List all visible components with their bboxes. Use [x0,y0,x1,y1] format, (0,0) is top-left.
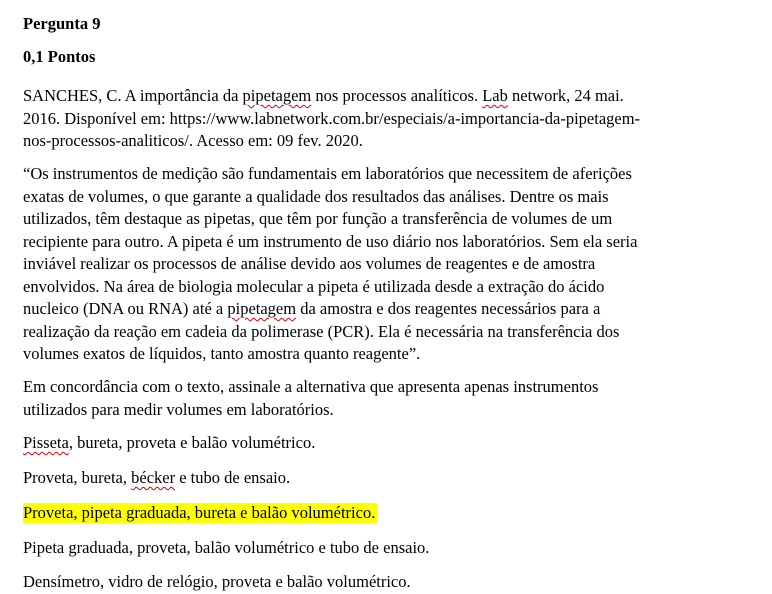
reference-line: 2016. Disponível em: https://www.labnetwork.com.br/especiais/a-importancia-da-pipetagem- [23,108,641,128]
answer-option-5[interactable]: Densímetro, vidro de relógio, proveta e balão volumétrico. [23,572,411,591]
reference-text: SANCHES, C. A importância da [23,86,243,105]
spellcheck-word: bécker [131,468,176,487]
quoted-passage [23,163,723,366]
quote-line: inviável realizar os processos de análise devido aos volumes de reagentes e de amostra [23,254,596,273]
quote-line: recipiente para outro. A pipeta é um instrumento de uso diário nos laboratórios. Sem ela seria [23,231,638,251]
quote-line: “Os instrumentos de medição são fundamentais em laboratórios que necessitem de aferições [23,164,632,183]
spellcheck-word: Lab [482,86,508,105]
spellcheck-word: pipetagem [242,86,312,105]
quote-text: nucleico (DNA ou RNA) até a [23,299,228,318]
quote-line: envolvidos. Na área de biologia molecular a pipeta é utilizada desde a extração do ácido [23,276,605,296]
answer-option-3[interactable] [23,502,377,524]
reference-text: network, 24 mai. [507,86,624,105]
reference-line [23,85,723,108]
quote-line: volumes exatos de líquidos, tanto amostra quanto reagente”. [23,344,421,363]
spellcheck-word: pipetagem [227,299,297,318]
reference-line: nos-processos-analiticos/. Acesso em: 09 fev. 2020. [23,131,363,150]
quote-text: da amostra e dos reagentes necessários para a [296,299,601,318]
prompt-line: Em concordância com o texto, assinale a alternativa que apresenta apenas instrumentos [23,377,599,396]
question-document [23,13,723,591]
question-title: Pergunta 9 [23,14,101,33]
spellcheck-word: Pisseta [23,433,69,452]
option-text: Proveta, bureta, [23,468,132,487]
reference-text: nos processos analíticos. [311,86,483,105]
answer-option-4[interactable]: Pipeta graduada, proveta, balão volumétrico e tubo de ensaio. [23,538,430,557]
question-prompt [23,376,723,421]
reference-citation [23,85,723,153]
prompt-line: utilizados para medir volumes em laboratórios. [23,399,334,419]
answer-option-2[interactable] [23,467,290,489]
question-points: 0,1 Pontos [23,47,96,66]
highlighted-option-text: Proveta, pipeta graduada, bureta e balão volumétrico. [23,503,376,522]
quote-line [23,298,723,321]
option-text: , bureta, proveta e balão volumétrico. [68,433,316,452]
quote-line: exatas de volumes, o que garante a qualidade dos resultados das análises. Dentre os mais [23,186,609,206]
quote-line: realização da reação em cadeia da polimerase (PCR). Ela é necessária na transferência dos [23,321,620,341]
option-text: e tubo de ensaio. [175,468,291,487]
answer-option-1[interactable] [23,432,315,454]
quote-line: utilizados, têm destaque as pipetas, que têm por função a transferência de volumes de um [23,209,613,228]
